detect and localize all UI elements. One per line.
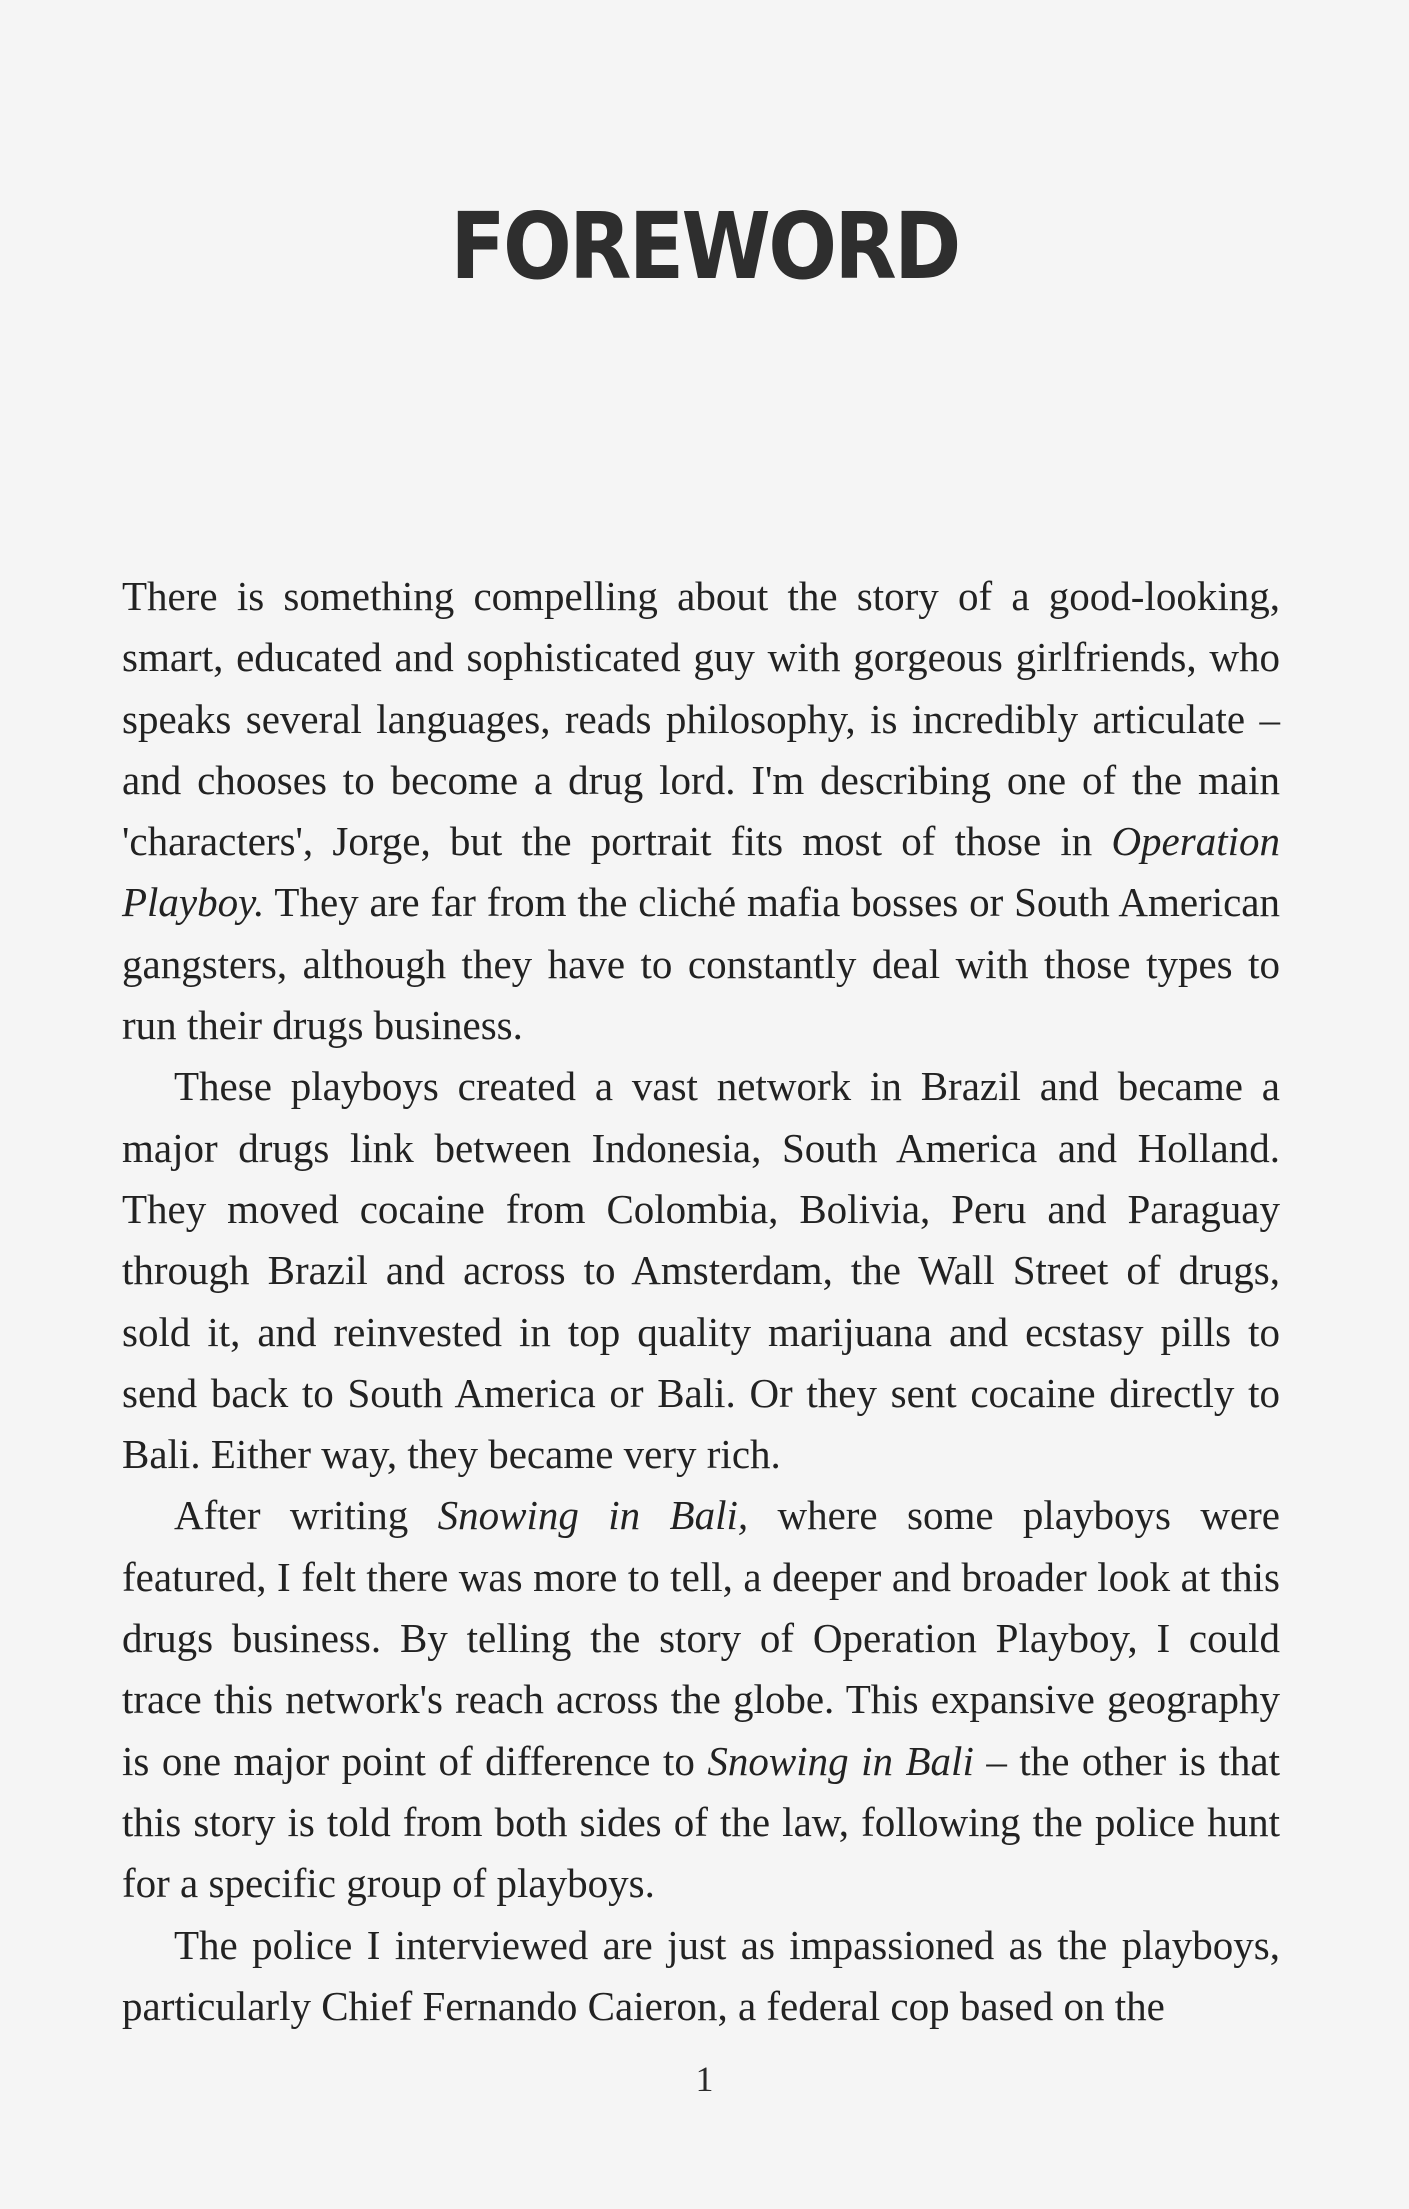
book-title-italic: Snowing in Bali, [437, 1492, 749, 1539]
paragraph [122, 566, 1280, 1056]
page-number: 1 [695, 2059, 714, 2099]
text-run: The police I interviewed are just as impassioned as the playboys, particularly Chief Fernando Caieron, a federal cop based on the [122, 1921, 1280, 2029]
paragraph [122, 1485, 1280, 1914]
text-run: There is something compelling about the story of a good-looking, smart, educated and sophisticated guy with gorgeous girlfriends, who speaks several languages, reads philosophy, is incredibly articulate – and chooses to become a drug lord. I'm describing one of the main 'characters', Jorge, but the portrait fits most of those in [122, 573, 1280, 865]
paragraph [122, 1056, 1280, 1485]
text-run: – the other is that this story is told from both sides of the law, following the police hunt for a specific group of playboys. [122, 1737, 1280, 1907]
book-title-italic: Snowing in Bali [707, 1737, 974, 1784]
text-run: They are far from the cliché mafia bosses or South American gangsters, although they have to constantly deal with those types to run their drugs business. [122, 879, 1280, 1049]
text-run: After writing [174, 1492, 438, 1539]
foreword-body [122, 566, 1280, 2037]
text-run: These playboys created a vast network in Brazil and became a major drugs link between Indonesia, South America and Holland. They moved cocaine from Colombia, Bolivia, Peru and Paraguay through Brazil and across to Amsterdam, the Wall Street of drugs, sold it, and reinvested in top quality marijuana and ecstasy pills to send back to South America or Bali. Or they sent cocaine directly to Bali. Either way, they became very rich. [122, 1063, 1280, 1478]
book-title-italic: Operation Playboy. [122, 818, 1280, 926]
paragraph [122, 1915, 1280, 2038]
text-run: where some playboys were featured, I felt there was more to tell, a deeper and broader look at this drugs business. By telling the story of Operation Playboy, I could trace this network's reach across the globe. This expansive geography is one major point of difference to [122, 1492, 1280, 1784]
page-title: FOREWORD [450, 193, 959, 300]
